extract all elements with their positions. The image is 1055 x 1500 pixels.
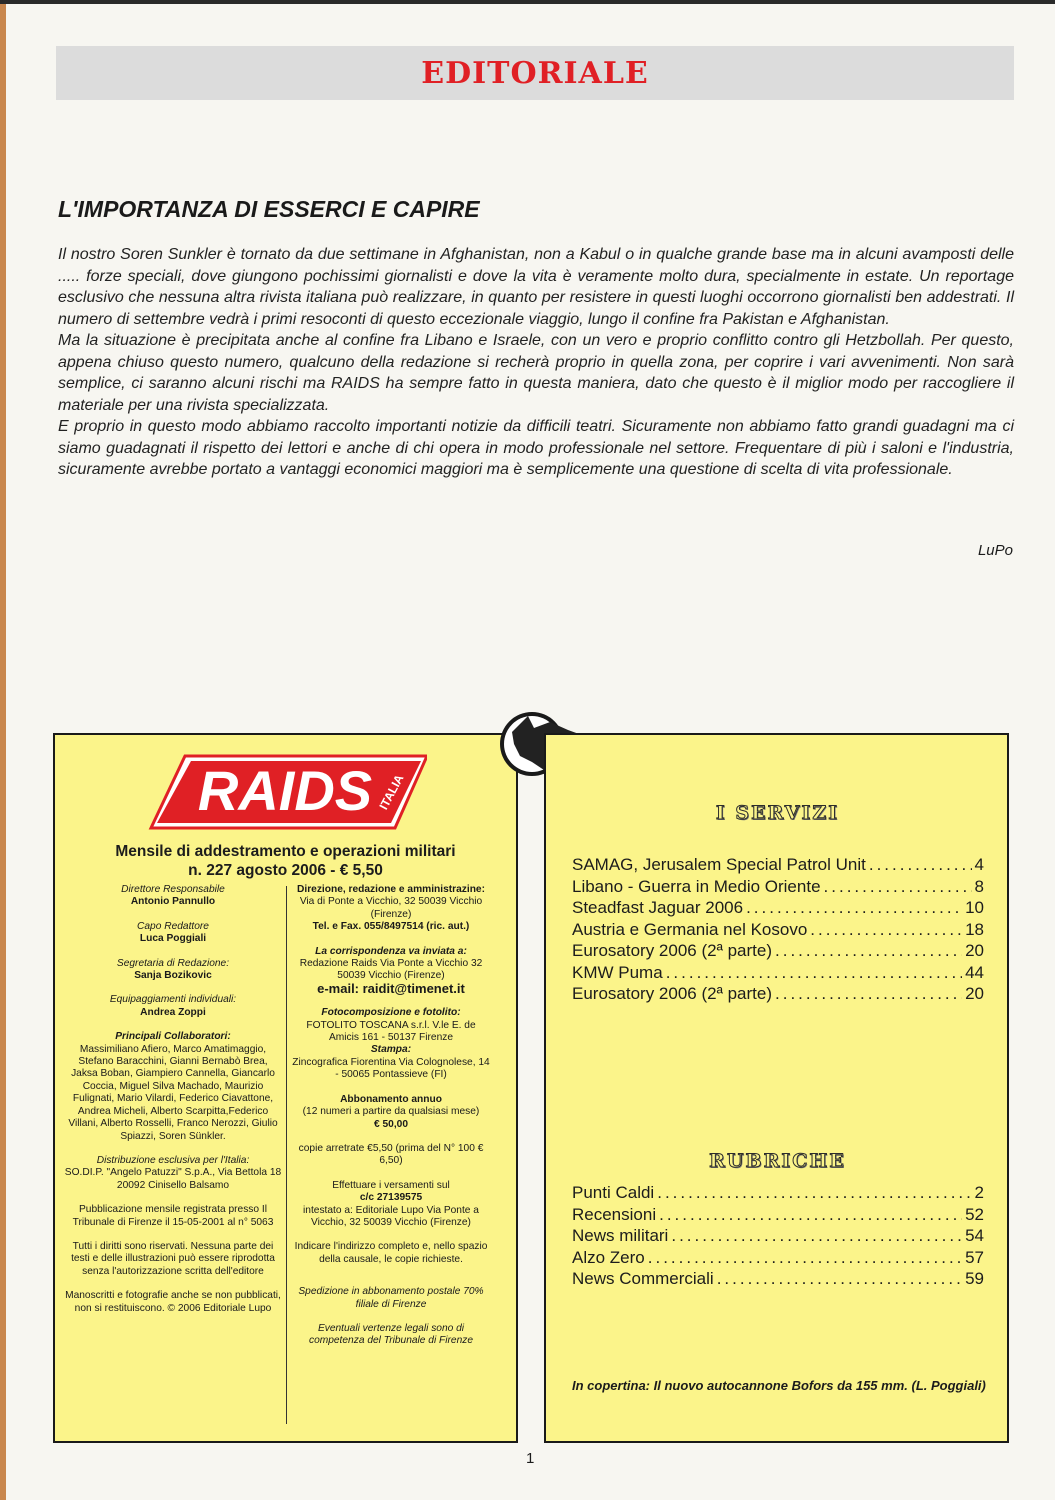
distribution-role: Distribuzione esclusiva per l'Italia: bbox=[96, 1154, 250, 1166]
registration-text: Pubblicazione mensile registrata presso Il Tribunale di Firenze il 15-05-2001 al n° 5063 bbox=[72, 1204, 274, 1228]
columns-list bbox=[572, 1182, 984, 1290]
columns-heading: RUBRICHE bbox=[709, 1150, 846, 1172]
subscription-text: (12 numeri a partire da qualsiasi mese) bbox=[302, 1106, 480, 1118]
email-address[interactable]: e-mail: raidit@timenet.it bbox=[317, 980, 465, 996]
secretary-name: Sanja Bozikovic bbox=[134, 970, 212, 982]
secretary-role: Segretaria di Redazione: bbox=[116, 957, 230, 969]
cover-note: In copertina: Il nuovo autocannone Bofors da 155 mm. (L. Poggiali) bbox=[572, 1378, 986, 1393]
payment-recipient: intestato a: Editoriale Lupo Via Ponte a Vicchio, 32 50039 Vicchio (Firenze) bbox=[303, 1204, 479, 1228]
toc-entry[interactable]: Steadfast Jaguar 2006 ..... 10 bbox=[572, 897, 984, 919]
editor-name: Luca Poggiali bbox=[139, 933, 207, 945]
contact-column bbox=[291, 884, 491, 1360]
magazine-description: Mensile di addestramento e operazioni militari bbox=[115, 843, 456, 860]
equipment-role: Equipaggiamenti individuali: bbox=[109, 994, 237, 1006]
equipment-name: Andrea Zoppi bbox=[140, 1006, 206, 1018]
director-name: Antonio Pannullo bbox=[130, 896, 216, 908]
issue-info: n. 227 agosto 2006 - € 5,50 bbox=[188, 862, 383, 879]
toc-entry[interactable]: Alzo Zero ..... 57 bbox=[572, 1247, 984, 1269]
photo-text: FOTOLITO TOSCANA s.r.l. V.le E. de Amicis 161 - 50137 Firenze bbox=[306, 1019, 476, 1044]
editor-role: Capo Redattore bbox=[137, 920, 209, 932]
office-address: Via di Ponte a Vicchio, 32 50039 Vicchio (Firenze) bbox=[299, 896, 483, 920]
toc-entry[interactable]: Eurosatory 2006 (2ª parte) ..... 20 bbox=[572, 940, 984, 962]
toc-entry[interactable]: News militari ..... 54 bbox=[572, 1225, 984, 1247]
distribution-text: SO.DI.P. "Angelo Patuzzi" S.p.A., Via Bettola 18 20092 Cinisello Balsamo bbox=[64, 1167, 282, 1191]
services-list bbox=[572, 854, 984, 1005]
toc-entry[interactable]: SAMAG, Jerusalem Special Patrol Unit ..... 4 bbox=[572, 854, 984, 876]
editorial-signature: LuPo bbox=[977, 542, 1013, 559]
services-heading: I SERVIZI bbox=[715, 802, 840, 824]
page-number: 1 bbox=[526, 1450, 535, 1467]
toc-entry[interactable]: Eurosatory 2006 (2ª parte) ..... 20 bbox=[572, 983, 984, 1005]
subscription-price: € 50,00 bbox=[374, 1118, 408, 1130]
director-role: Direttore Responsabile bbox=[121, 884, 225, 895]
editorial-headline: L'IMPORTANZA DI ESSERCI E CAPIRE bbox=[58, 196, 480, 222]
staff-column bbox=[64, 884, 282, 1327]
toc-entry[interactable]: News Commerciali ..... 59 bbox=[572, 1268, 984, 1290]
back-issues-text: copie arretrate €5,50 (prima del N° 100 € 6,50) bbox=[298, 1142, 484, 1167]
legal-text: Eventuali vertenze legali sono di competenza del Tribunale di Firenze bbox=[308, 1322, 474, 1347]
toc-entry[interactable]: KMW Puma ..... 44 bbox=[572, 962, 984, 984]
page-edge bbox=[0, 0, 6, 1500]
header-band bbox=[56, 46, 1014, 100]
payment-text: Effettuare i versamenti sul bbox=[332, 1179, 450, 1191]
toc-entry[interactable]: Austria e Germania nel Kosovo ..... 18 bbox=[572, 919, 984, 941]
raids-logo-sub: ITALIA bbox=[376, 772, 407, 813]
print-text: Zincografica Fiorentina Via Colognolese, 14 - 50065 Pontassieve (FI) bbox=[292, 1056, 490, 1081]
payment-account: c/c 27139575 bbox=[359, 1192, 423, 1204]
contents-box bbox=[544, 733, 1009, 1443]
editorial-body: Il nostro Soren Sunkler è tornato da due settimane in Afghanistan, non a Kabul o in qualche grande base ma in alcuni avamposti delle ..... forze speciali, dove giungono pochissimi giornalisti e dove la vita è veramente molto dura, specialmente in estate. Un reportage esclusivo che nessuna altra rivista italiana può realizzare, in quanto per resistere in questi luoghi occorrono giornalisti ben addestrati. Il numero di settembre vedrà i primi resoconti di questo eccezionale viaggio, lungo il confine fra Pakistan e Afghanistan. Ma la situazione è precipitata anche al confine fra Libano e Israele, con un vero e proprio conflitto contro gli Hetzbollah. Per questo, appena chiuso questo numero, qualcuno della redazione si recherà proprio in quella zona, per coprire i vari avvenimenti. Non sarà semplice, ci saranno alcuni rischi ma RAIDS ha sempre fatto in questa maniera, dato che questo è il miglior modo per raccogliere il materiale per una rivista specializzata. E proprio in questo modo abbiamo raccolto importanti notizie da difficili teatri. Sicuramente non abbiamo fatto grandi guadagni ma ci siamo guadagnati il rispetto dei lettori e anche di chi opera in modo professionale nel settore. Frequentare di più i saloni e l'industria, sicuramente avrebbe portato a vantaggi economici maggiori ma è semplicemente una questione di scelta di vita professionale. bbox=[58, 246, 1014, 478]
masthead-subtitle bbox=[58, 842, 513, 880]
manuscripts-text: Manoscritti e fotografie anche se non pubblicati, non si restituiscono. © 2006 Editoriale Lupo bbox=[65, 1290, 281, 1314]
shipping-text: Spedizione in abbonamento postale 70% filiale di Firenze bbox=[298, 1286, 484, 1310]
raids-logo bbox=[145, 754, 427, 830]
toc-entry[interactable]: Libano - Guerra in Medio Oriente ..... 8 bbox=[572, 876, 984, 898]
raids-logo-text: RAIDS bbox=[197, 759, 373, 822]
toc-entry[interactable]: Recensioni ..... 52 bbox=[572, 1204, 984, 1226]
mail-title: La corrispondenza va inviata a: bbox=[315, 945, 467, 957]
collaborators-names: Massimiliano Afiero, Marco Amatimaggio, Stefano Baracchini, Gianni Bernabò Brea, Jaksa Boban, Giampiero Cannella, Giancarlo Coccia, Miguel Silva Machado, Maurizio Fulignati, Mario Vilardi, Federico Ciavattone, Andrea Micheli, Alberto Scarpitta,Federico Villani, Alberto Rosselli, Franco Nerozzi, Giulio Spiazzi, Soren Sünkler. bbox=[68, 1043, 278, 1142]
collaborators-role: Principali Collaboratori: bbox=[115, 1031, 231, 1043]
print-title: Stampa: bbox=[370, 1044, 412, 1056]
rights-text: Tutti i diritti sono riservati. Nessuna parte dei testi e delle illustrazioni può essere riprodotta senza l'autorizzazione scritta dell'editore bbox=[71, 1240, 275, 1277]
office-title: Direzione, redazione e amministrazine: bbox=[297, 884, 485, 895]
photo-title: Fotocomposizione e fotolito: bbox=[321, 1007, 461, 1019]
subscription-title: Abbonamento annuo bbox=[340, 1093, 442, 1105]
section-title: EDITORIALE bbox=[421, 55, 649, 91]
toc-entry[interactable]: Punti Caldi ..... 2 bbox=[572, 1182, 984, 1204]
address-note: Indicare l'indirizzo completo e, nello spazio della causale, le copie richieste. bbox=[294, 1241, 488, 1265]
mail-address: Redazione Raids Via Ponte a Vicchio 32 50039 Vicchio (Firenze) bbox=[299, 958, 483, 982]
office-phone: Tel. e Fax. 055/8497514 (ric. aut.) bbox=[312, 921, 470, 933]
page-top-edge bbox=[0, 0, 1055, 4]
column-divider bbox=[286, 886, 287, 1424]
